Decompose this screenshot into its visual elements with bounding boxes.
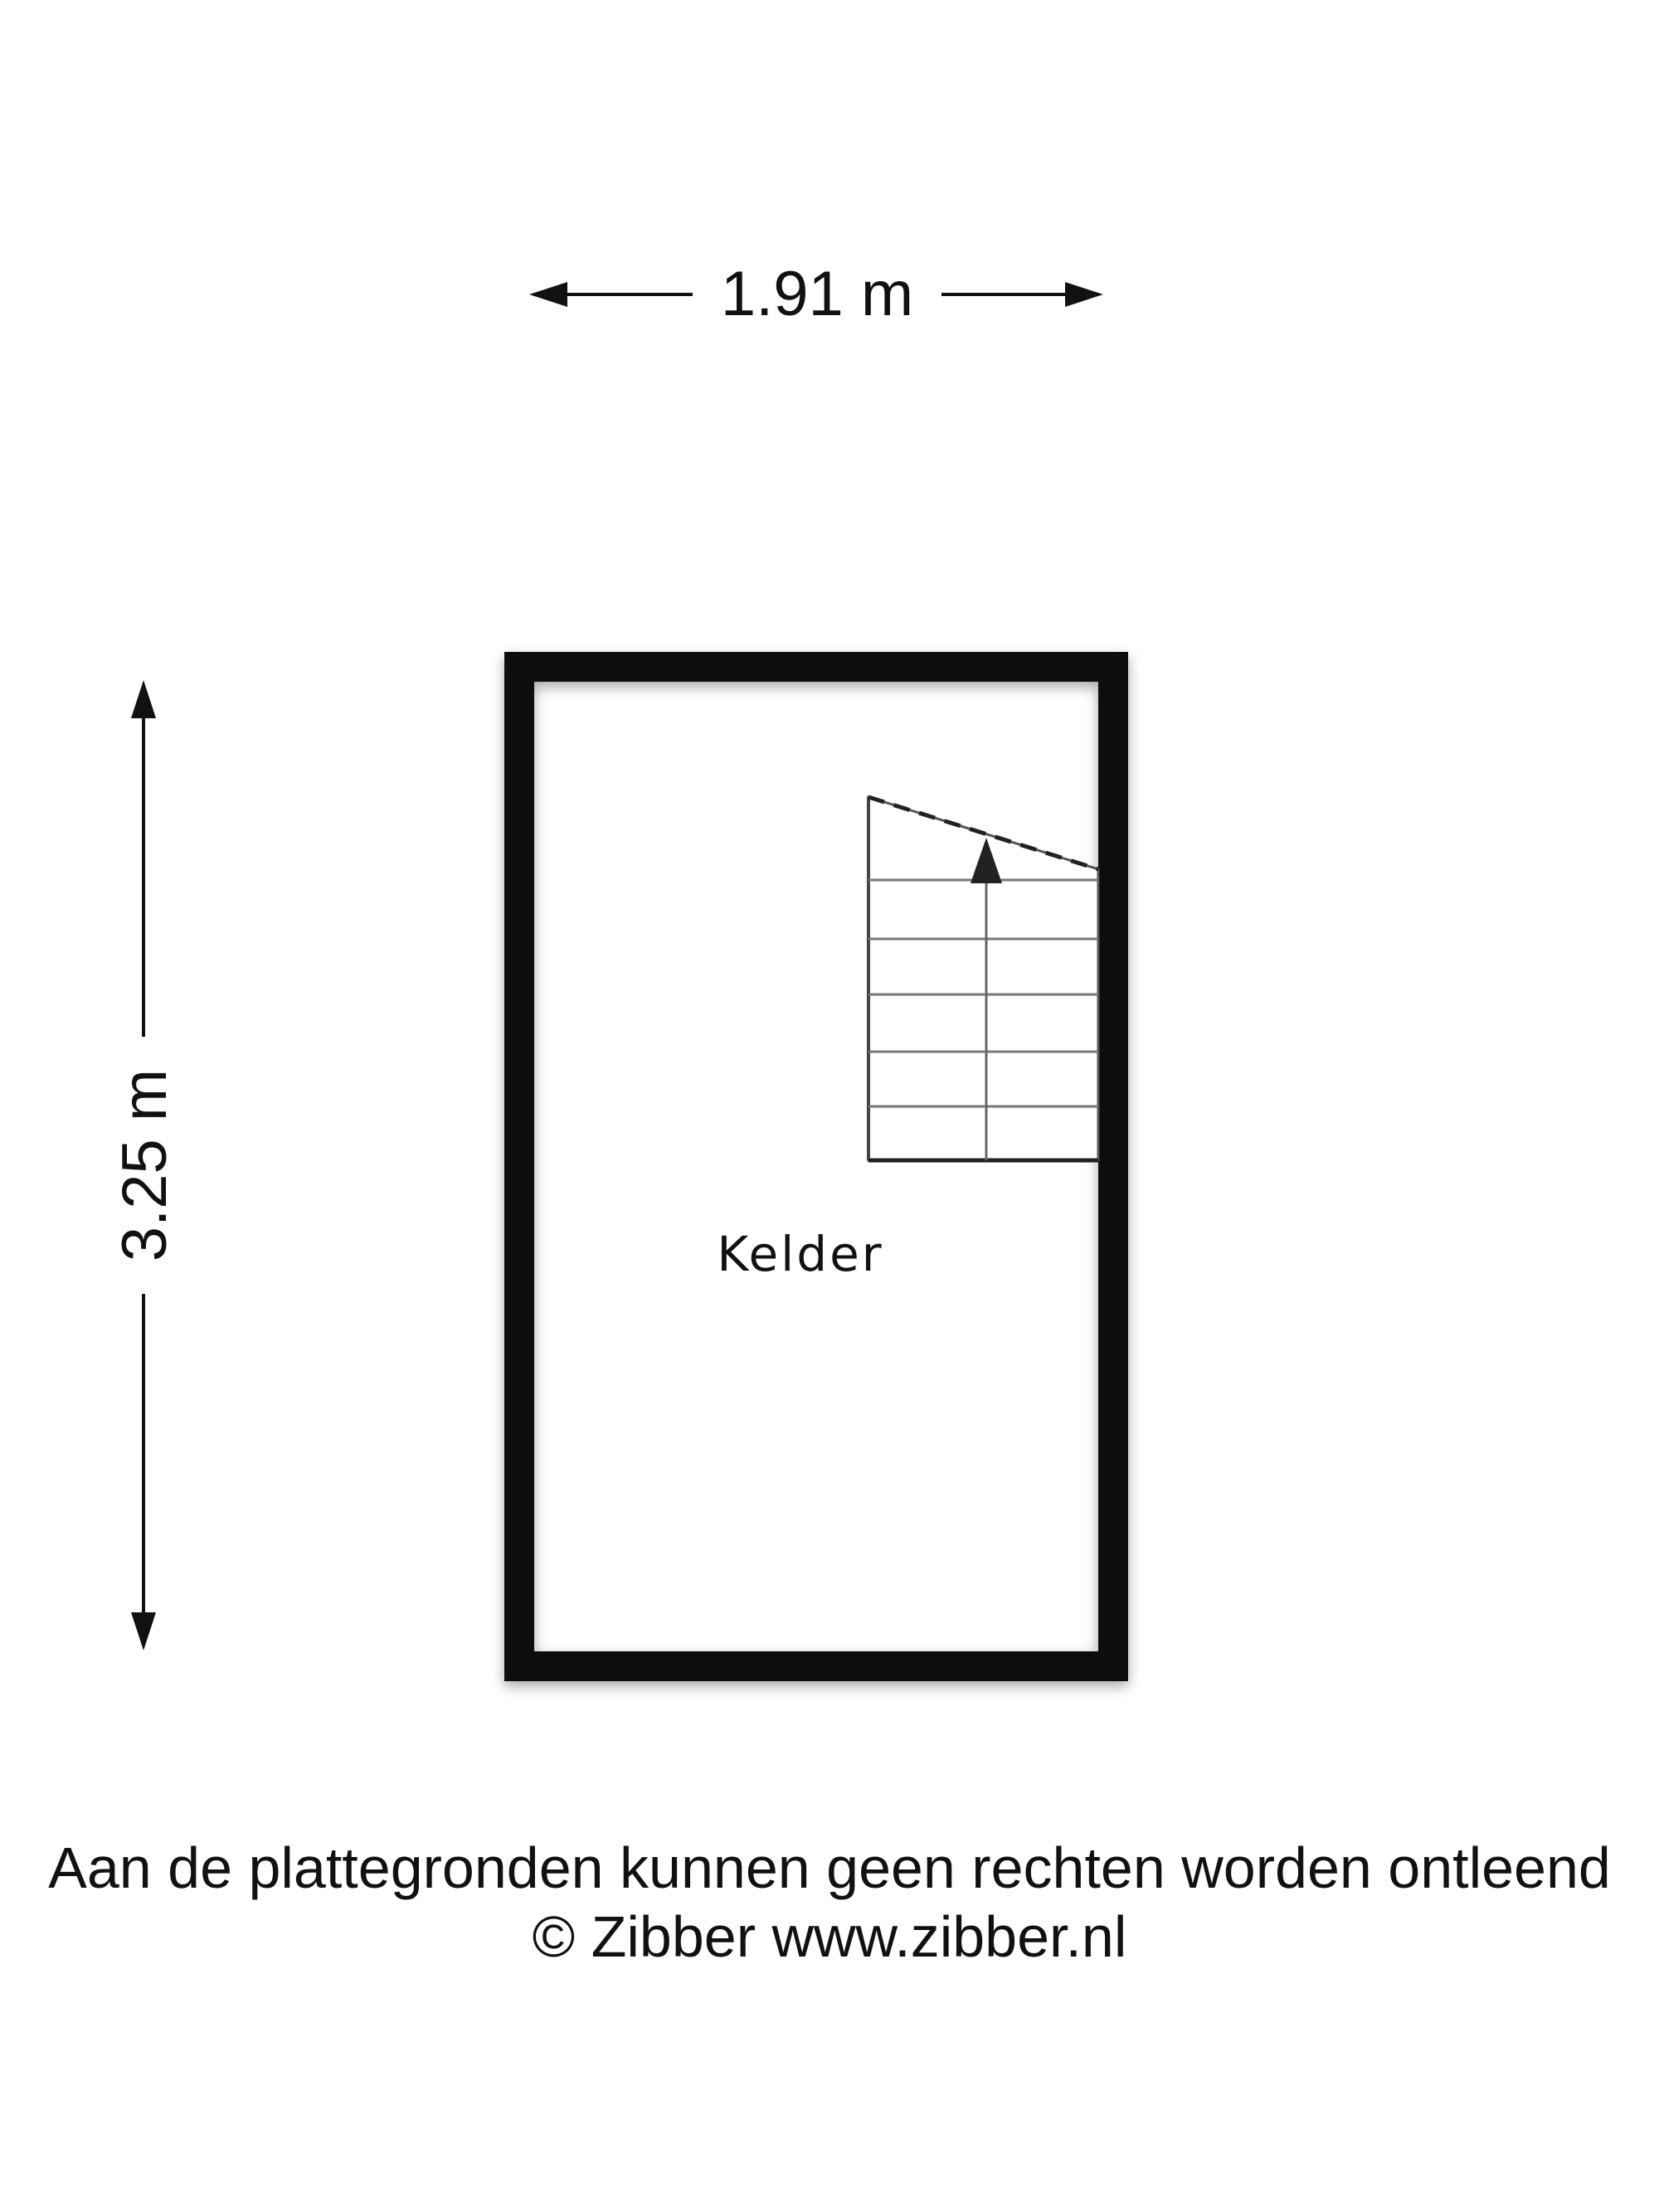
copyright-text: © Zibber www.zibber.nl — [532, 1904, 1127, 1969]
room-kelder — [519, 667, 1113, 1666]
height-arrowhead-bottom — [131, 1612, 156, 1650]
width-dimension — [529, 259, 1103, 329]
room-walls — [519, 667, 1113, 1666]
height-arrowhead-top — [131, 680, 156, 718]
room-label: Kelder — [717, 1226, 884, 1282]
staircase — [868, 797, 1098, 1160]
width-arrowhead-right — [1065, 282, 1103, 307]
width-arrowhead-left — [529, 282, 567, 307]
disclaimer-text: Aan de plattegronden kunnen geen rechten worden ontleend — [48, 1835, 1611, 1900]
height-dimension — [109, 680, 180, 1650]
width-dimension-label: 1.91 m — [720, 259, 914, 329]
height-dimension-label: 3.25 m — [109, 1068, 180, 1262]
